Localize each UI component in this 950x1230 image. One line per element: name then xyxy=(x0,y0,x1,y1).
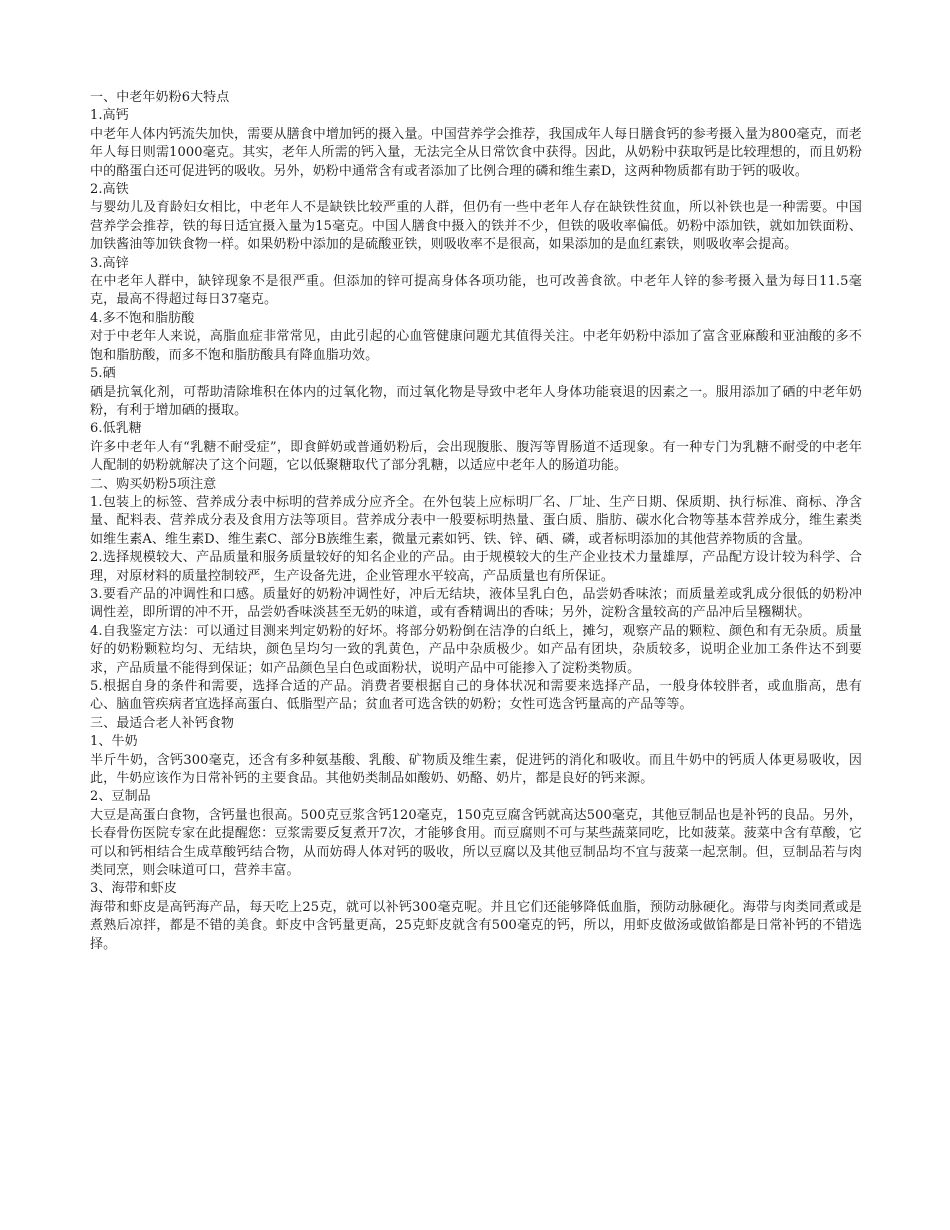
subheading-high-zinc: 3.高锌 xyxy=(90,255,129,271)
paragraph-soy-products: 大豆是高蛋白食物，含钙量也很高。500克豆浆含钙120毫克，150克豆腐含钙就高达500毫克，其他豆制品也是补钙的良品。另外，长春骨伤医院专家在此提醒您：豆浆需要反复煮开7次，才能够食用。而豆腐则不可与某些蔬菜同吃，比如菠菜。菠菜中含有草酸，它可以和钙相结合生成草酸钙结合物，从而妨碍人体对钙的吸收，所以豆腐以及其他豆制品均不宜与菠菜一起烹制。但，豆制品若与肉类同烹，则会味道可口，营养丰富。 xyxy=(90,807,862,879)
subheading-unsaturated-fatty-acids: 4.多不饱和脂肪酸 xyxy=(90,310,195,326)
paragraph-tip-self-check: 4.自我鉴定方法：可以通过目测来判定奶粉的好坏。将部分奶粉倒在洁净的白纸上，摊匀，观察产品的颗粒、颜色和有无杂质。质量好的奶粉颗粒均匀、无结块，颜色呈均匀一致的乳黄色，产品中杂质极少。如产品有团块，杂质较多，说明企业加工条件达不到要求，产品质量不能得到保证；如产品颜色呈白色或面粉状，说明产品中可能掺入了淀粉类物质。 xyxy=(90,623,862,676)
paragraph-high-zinc: 在中老年人群中，缺锌现象不是很严重。但添加的锌可提高身体各项功能，也可改善食欲。中老年人锌的参考摄入量为每日11.5毫克，最高不得超过每日37毫克。 xyxy=(90,274,862,308)
subheading-kelp-shrimp: 3、海带和虾皮 xyxy=(90,881,177,897)
subheading-high-calcium: 1.高钙 xyxy=(90,108,129,124)
subheading-high-iron: 2.高铁 xyxy=(90,182,129,198)
subheading-soy-products: 2、豆制品 xyxy=(90,789,151,805)
paragraph-tip-brand: 2.选择规模较大、产品质量和服务质量较好的知名企业的产品。由于规模较大的生产企业技术力量雄厚，产品配方设计较为科学、合理，对原材料的质量控制较严，生产设备先进，企业管理水平较高，产品质量也有所保证。 xyxy=(90,550,862,584)
document-body xyxy=(90,89,862,954)
subheading-selenium: 5.硒 xyxy=(90,366,116,382)
section-heading-milk-powder-features: 一、中老年奶粉6大特点 xyxy=(90,90,230,105)
section-heading-calcium-foods: 三、最适合老人补钙食物 xyxy=(90,715,235,731)
paragraph-unsaturated-fatty-acids: 对于中老年人来说，高脂血症非常常见，由此引起的心血管健康问题尤其值得关注。中老年奶粉中添加了富含亚麻酸和亚油酸的多不饱和脂肪酸，而多不饱和脂肪酸具有降血脂功效。 xyxy=(90,329,862,363)
paragraph-tip-solubility: 3.要看产品的冲调性和口感。质量好的奶粉冲调性好，冲后无结块，液体呈乳白色，品尝奶香味浓；而质量差或乳成分很低的奶粉冲调性差，即所谓的冲不开，品尝奶香味淡甚至无奶的味道，或有香精调出的香味；另外，淀粉含量较高的产品冲后呈糨糊状。 xyxy=(90,586,862,621)
paragraph-tip-labels: 1.包装上的标签、营养成分表中标明的营养成分应齐全。在外包装上应标明厂名、厂址、生产日期、保质期、执行标准、商标、净含量、配料表、营养成分表及食用方法等项目。营养成分表中一般要标明热量、蛋白质、脂肪、碳水化合物等基本营养成分，维生素类如维生素A、维生素D、维生素C、部分B族维生素，微量元素如钙、铁、锌、硒、磷，或者标明添加的其他营养物质的含量。 xyxy=(90,494,862,547)
paragraph-tip-personal-needs: 5.根据自身的条件和需要，选择合适的产品。消费者要根据自己的身体状况和需要来选择产品，一般身体较胖者，或血脂高，患有心、脑血管疾病者宜选择高蛋白、低脂型产品；贫血者可选含铁的奶粉；女性可选含钙量高的产品等等。 xyxy=(90,679,862,713)
paragraph-high-calcium: 中老年人体内钙流失加快，需要从膳食中增加钙的摄入量。中国营养学会推荐，我国成年人每日膳食钙的参考摄入量为800毫克，而老年人每日则需1000毫克。其实，老年人所需的钙入量，无法完全从日常饮食中获得。因此，从奶粉中获取钙是比较理想的，而且奶粉中的酪蛋白还可促进钙的吸收。另外，奶粉中通常含有或者添加了比例合理的磷和维生素D，这两种物质都有助于钙的吸收。 xyxy=(90,126,862,179)
section-heading-buying-tips: 二、购买奶粉5项注意 xyxy=(90,476,217,492)
paragraph-high-iron: 与婴幼儿及育龄妇女相比，中老年人不是缺铁比较严重的人群，但仍有一些中老年人存在缺铁性贫血，所以补铁也是一种需要。中国营养学会推荐，铁的每日适宜摄入量为15毫克。中国人膳食中摄入的铁并不少，但铁的吸收率偏低。奶粉中添加铁，就如加铁面粉、加铁酱油等加铁食物一样。如果奶粉中添加的是硫酸亚铁，则吸收率不是很高，如果添加的是血红素铁，则吸收率会提高。 xyxy=(90,200,862,253)
paragraph-selenium: 硒是抗氧化剂，可帮助清除堆积在体内的过氧化物，而过氧化物是导致中老年人身体功能衰退的因素之一。服用添加了硒的中老年奶粉，有利于增加硒的摄取。 xyxy=(90,384,862,418)
paragraph-kelp-shrimp: 海带和虾皮是高钙海产品，每天吃上25克，就可以补钙300毫克呢。并且它们还能够降低血脂，预防动脉硬化。海带与肉类同煮或是煮熟后凉拌，都是不错的美食。虾皮中含钙量更高，25克虾皮就含有500毫克的钙，所以，用虾皮做汤或做馅都是日常补钙的不错选择。 xyxy=(90,899,862,952)
paragraph-milk: 半斤牛奶，含钙300毫克，还含有多种氨基酸、乳酸、矿物质及维生素，促进钙的消化和吸收。而且牛奶中的钙质人体更易吸收，因此，牛奶应该作为日常补钙的主要食品。其他奶类制品如酸奶、奶酪、奶片，都是良好的钙来源。 xyxy=(90,752,862,787)
subheading-low-lactose: 6.低乳糖 xyxy=(90,421,142,437)
subheading-milk: 1、牛奶 xyxy=(90,734,138,750)
paragraph-low-lactose: 许多中老年人有“乳糖不耐受症”，即食鲜奶或普通奶粉后，会出现腹胀、腹泻等胃肠道不适现象。有一种专门为乳糖不耐受的中老年人配制的奶粉就解决了这个问题，它以低聚糖取代了部分乳糖，以适应中老年人的肠道功能。 xyxy=(90,439,862,474)
